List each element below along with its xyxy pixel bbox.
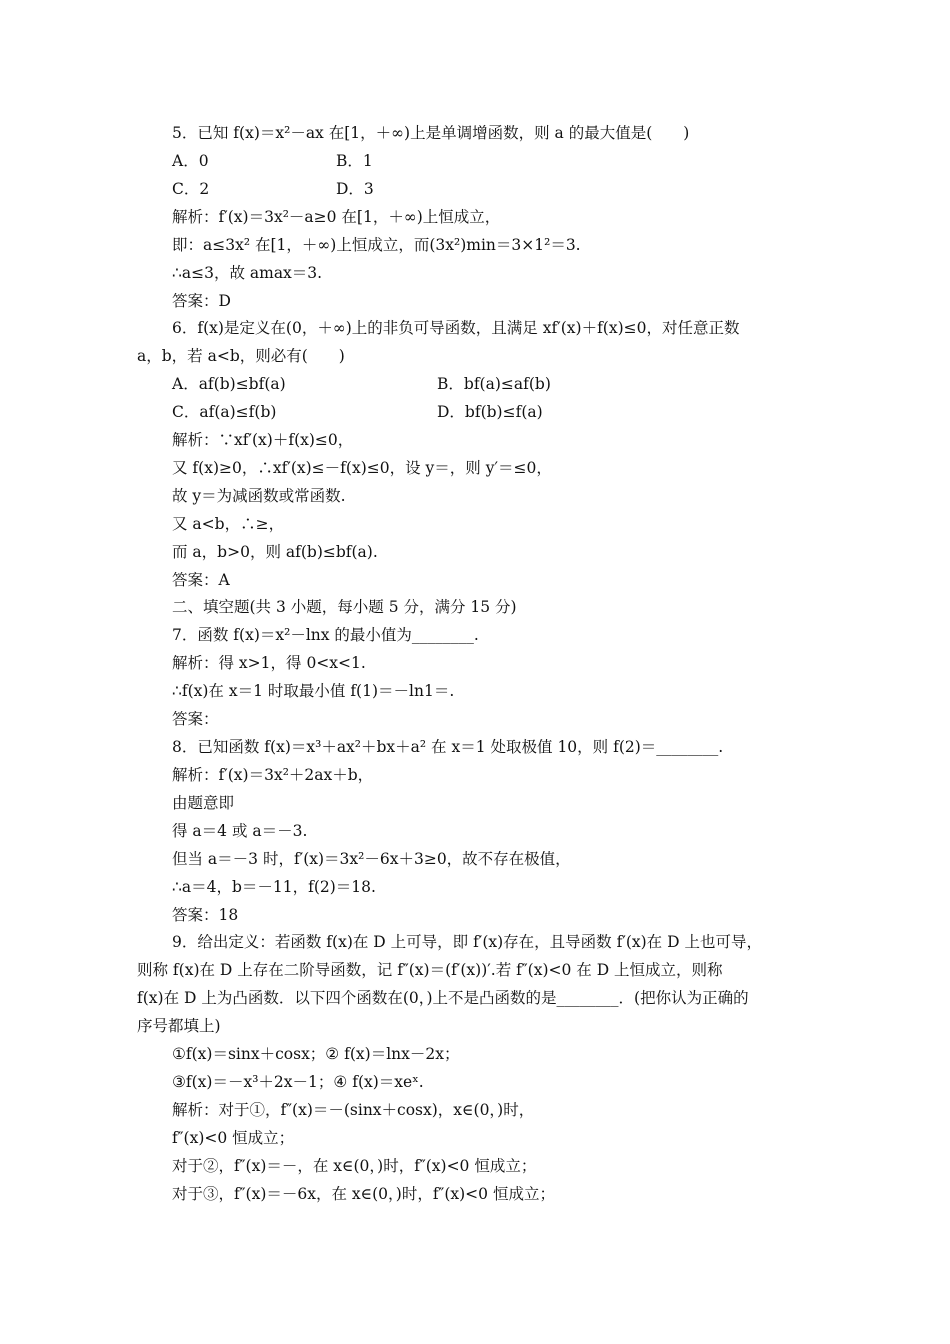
question-6-line-2: a，b，若 a<b，则必有( ): [137, 347, 345, 365]
q9-solution-2: f″(x)<0 恒成立；: [172, 1129, 295, 1147]
q7-solution-1: 解析：得 x>1，得 0<x<1.: [172, 654, 366, 672]
q5-answer: 答案：D: [172, 292, 231, 310]
question-9-line-1: 9．给出定义：若函数 f(x)在 D 上可导，即 f′(x)存在，且导函数 f′(x)在 D 上也可导，: [172, 933, 762, 951]
q6-option-d: D．bf(b)≤f(a): [437, 403, 543, 421]
q5-option-d: D．3: [336, 180, 374, 198]
q8-solution-1: 解析：f′(x)＝3x²＋2ax＋b，: [172, 766, 374, 784]
q5-solution-1: 解析：f′(x)＝3x²－a≥0 在[1，＋∞)上恒成立，: [172, 208, 501, 226]
q6-solution-4: 又 a<b，∴≥，: [172, 515, 285, 533]
question-5: 5．已知 f(x)＝x²－ax 在[1，＋∞)上是单调增函数，则 a 的最大值是( ): [172, 124, 690, 142]
q9-options-1: ①f(x)＝sinx＋cosx；② f(x)＝lnx－2x；: [172, 1045, 460, 1063]
q6-option-b: B．bf(a)≤af(b): [437, 375, 551, 393]
q8-solution-2: 由题意即: [172, 794, 235, 812]
question-7: 7．函数 f(x)＝x²－lnx 的最小值为________.: [172, 626, 479, 644]
question-6-line-1: 6．f(x)是定义在(0，＋∞)上的非负可导函数，且满足 xf′(x)＋f(x)≤0，对任意正数: [172, 319, 740, 337]
q7-solution-2: ∴f(x)在 x＝1 时取最小值 f(1)＝－ln1＝.: [172, 682, 455, 700]
question-9-line-3: f(x)在 D 上为凸函数．以下四个函数在(0，)上不是凸函数的是________．(把你认为正确的: [137, 989, 749, 1007]
q5-option-c: C．2: [172, 180, 210, 198]
q8-answer: 答案：18: [172, 906, 239, 924]
question-9-line-4: 序号都填上): [137, 1017, 221, 1035]
q6-solution-2: 又 f(x)≥0，∴xf′(x)≤－f(x)≤0，设 y＝，则 y′＝≤0，: [172, 459, 552, 477]
q7-answer: 答案：: [172, 710, 219, 728]
q6-solution-1: 解析：∵xf′(x)＋f(x)≤0，: [172, 431, 354, 449]
q9-solution-3: 对于②，f″(x)＝－，在 x∈(0，)时，f″(x)<0 恒成立；: [172, 1157, 537, 1175]
q6-solution-5: 而 a，b>0，则 af(b)≤bf(a).: [172, 543, 378, 561]
q6-solution-3: 故 y＝为减函数或常函数.: [172, 487, 346, 505]
q8-solution-3: 得 a＝4 或 a＝－3.: [172, 822, 308, 840]
q6-answer: 答案：A: [172, 571, 230, 589]
q9-options-2: ③f(x)＝－x³＋2x－1；④ f(x)＝xeˣ.: [172, 1073, 424, 1091]
q6-option-a: A．af(b)≤bf(a): [172, 375, 286, 393]
section-2-heading: 二、填空题(共 3 小题，每小题 5 分，满分 15 分): [172, 598, 517, 616]
q8-solution-5: ∴a＝4，b＝－11，f(2)＝18.: [172, 878, 376, 896]
q9-solution-1: 解析：对于①，f″(x)＝－(sinx＋cosx)，x∈(0，)时，: [172, 1101, 535, 1119]
question-8: 8．已知函数 f(x)＝x³＋ax²＋bx＋a² 在 x＝1 处取极值 10，则 f(2)＝________.: [172, 738, 724, 756]
q5-solution-3: ∴a≤3，故 amax＝3.: [172, 264, 323, 282]
q9-solution-4: 对于③，f″(x)＝－6x，在 x∈(0，)时，f″(x)<0 恒成立；: [172, 1185, 555, 1203]
q5-option-b: B．1: [336, 152, 373, 170]
question-9-line-2: 则称 f(x)在 D 上存在二阶导函数，记 f″(x)＝(f′(x))′.若 f″(x)<0 在 D 上恒成立，则称: [137, 961, 723, 979]
q5-option-a: A．0: [172, 152, 209, 170]
q6-option-c: C．af(a)≤f(b): [172, 403, 277, 421]
q8-solution-4: 但当 a＝－3 时，f′(x)＝3x²－6x＋3≥0，故不存在极值，: [172, 850, 571, 868]
q5-solution-2: 即：a≤3x² 在[1，＋∞)上恒成立，而(3x²)min＝3×1²＝3.: [172, 236, 581, 254]
